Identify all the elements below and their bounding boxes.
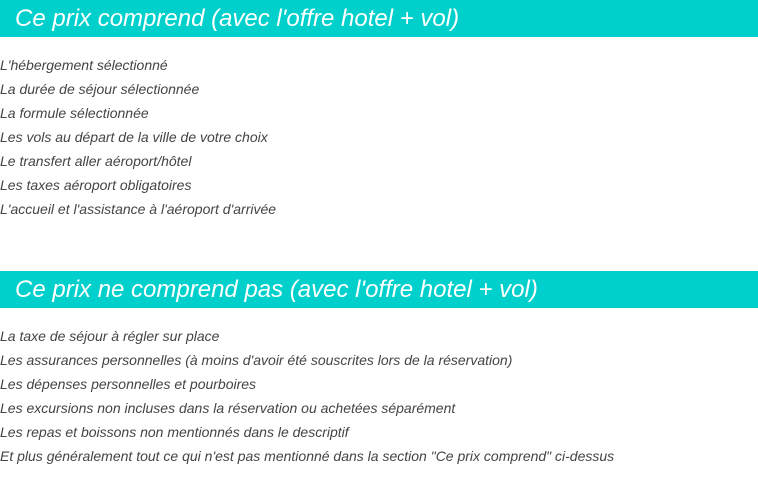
excluded-item: Les dépenses personnelles et pourboires	[0, 376, 257, 392]
excluded-items-list	[0, 324, 614, 468]
excluded-item: Les excursions non incluses dans la réservation ou achetées séparément	[0, 400, 456, 416]
excluded-section-title: Ce prix ne comprend pas (avec l'offre hotel + vol)	[0, 271, 758, 308]
included-item: L'accueil et l'assistance à l'aéroport d'arrivée	[0, 201, 277, 217]
included-item: Les vols au départ de la ville de votre choix	[0, 129, 268, 145]
excluded-item: Les repas et boissons non mentionnés dans le descriptif	[0, 424, 349, 440]
excluded-item: Les assurances personnelles (à moins d'avoir été souscrites lors de la réservation)	[0, 352, 513, 368]
included-item: Les taxes aéroport obligatoires	[0, 177, 192, 193]
included-item: L'hébergement sélectionné	[0, 57, 168, 73]
excluded-item: La taxe de séjour à régler sur place	[0, 328, 220, 344]
excluded-item: Et plus généralement tout ce qui n'est pas mentionné dans la section "Ce prix comprend" ci-dessus	[0, 448, 615, 464]
included-item: La formule sélectionnée	[0, 105, 149, 121]
included-item: Le transfert aller aéroport/hôtel	[0, 153, 192, 169]
included-section-title: Ce prix comprend (avec l'offre hotel + vol)	[0, 0, 758, 37]
included-items-list	[0, 53, 276, 221]
included-item: La durée de séjour sélectionnée	[0, 81, 200, 97]
